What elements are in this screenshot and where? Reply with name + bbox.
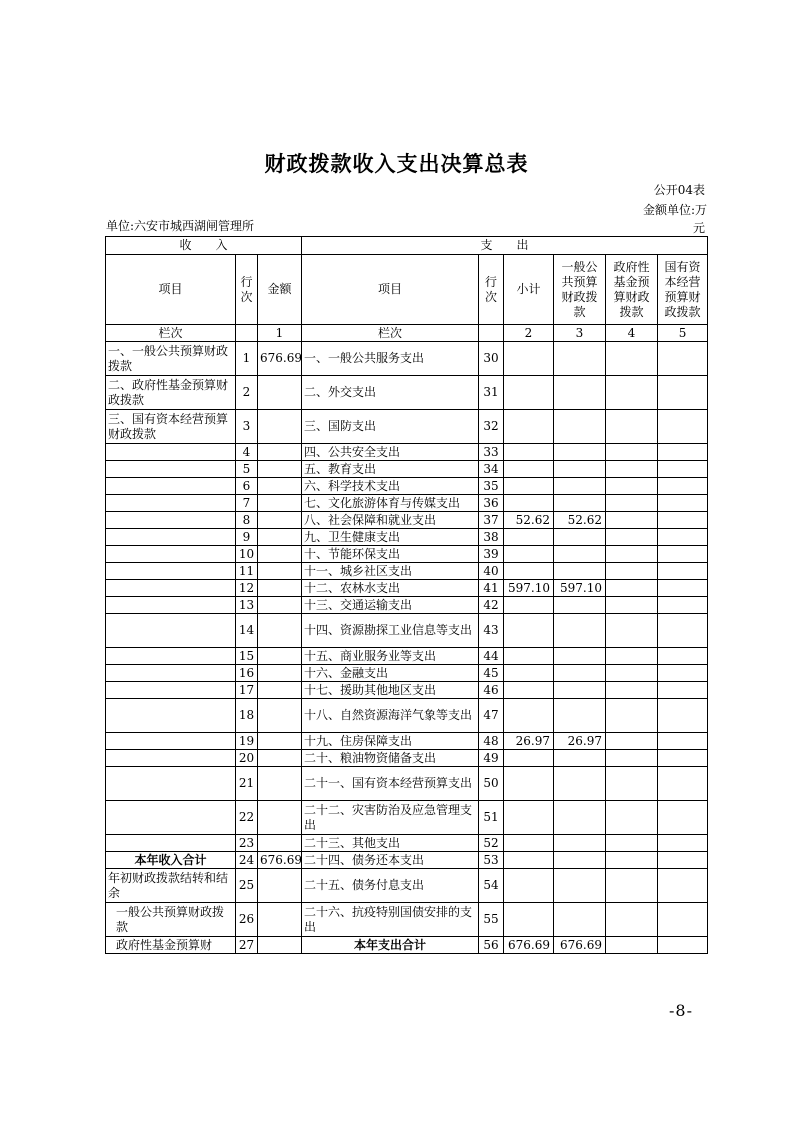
- table-row: [106, 546, 708, 563]
- income-amount-cell: [258, 733, 302, 750]
- subtotal-cell: 676.69: [504, 937, 554, 954]
- income-row-no-cell: 3: [236, 410, 258, 444]
- fund-budget-cell: [606, 580, 658, 597]
- expense-row-no-cell: 31: [479, 376, 504, 410]
- subtotal-cell: [504, 478, 554, 495]
- table-row: [106, 512, 708, 529]
- subtotal-cell: [504, 852, 554, 869]
- income-amount-cell: 676.69: [258, 852, 302, 869]
- income-item-cell: [106, 648, 236, 665]
- income-item-cell: 一、一般公共预算财政拨款: [106, 342, 236, 376]
- income-row-no-cell: 5: [236, 461, 258, 478]
- expense-item-cell: 三、国防支出: [302, 410, 479, 444]
- income-row-no-cell: 22: [236, 801, 258, 835]
- expense-item-cell: 四、公共安全支出: [302, 444, 479, 461]
- state-capital-cell: [658, 869, 708, 903]
- income-item-header: 项目: [106, 255, 236, 325]
- table-row: [106, 852, 708, 869]
- table-row: [106, 478, 708, 495]
- subtotal-cell: [504, 461, 554, 478]
- subtotal-cell: [504, 767, 554, 801]
- general-budget-cell: [554, 444, 606, 461]
- expense-item-cell: 八、社会保障和就业支出: [302, 512, 479, 529]
- income-item-cell: [106, 665, 236, 682]
- state-capital-cell: [658, 495, 708, 512]
- expense-row-no-cell: 55: [479, 903, 504, 937]
- general-budget-cell: 52.62: [554, 512, 606, 529]
- general-budget-cell: 676.69: [554, 937, 606, 954]
- general-budget-cell: [554, 699, 606, 733]
- fund-budget-cell: [606, 546, 658, 563]
- income-row-no-cell: 27: [236, 937, 258, 954]
- income-amount-cell: [258, 648, 302, 665]
- state-capital-cell: [658, 835, 708, 852]
- expense-item-cell: 五、教育支出: [302, 461, 479, 478]
- state-capital-cell: [658, 801, 708, 835]
- table-row: [106, 495, 708, 512]
- table-row: [106, 410, 708, 444]
- table-row: [106, 835, 708, 852]
- subtotal-header: 小计: [504, 255, 554, 325]
- subtotal-cell: [504, 597, 554, 614]
- expense-row-no-cell: 49: [479, 750, 504, 767]
- income-header: 收 入: [106, 237, 302, 255]
- state-capital-cell: [658, 614, 708, 648]
- table-row: [106, 869, 708, 903]
- table-row: [106, 801, 708, 835]
- expense-header: 支 出: [302, 237, 708, 255]
- fund-budget-header: 政府性基金预算财政拨款: [606, 255, 658, 325]
- income-row-no-cell: 10: [236, 546, 258, 563]
- income-row-no-cell: 1: [236, 342, 258, 376]
- expense-item-cell: 一、一般公共服务支出: [302, 342, 479, 376]
- expense-row-no-cell: 39: [479, 546, 504, 563]
- income-amount-cell: [258, 563, 302, 580]
- general-budget-cell: [554, 563, 606, 580]
- income-row-no-cell: 11: [236, 563, 258, 580]
- subtotal-cell: [504, 801, 554, 835]
- expense-item-cell: 二十二、灾害防治及应急管理支出: [302, 801, 479, 835]
- fund-budget-cell: [606, 869, 658, 903]
- fund-budget-cell: [606, 376, 658, 410]
- general-budget-cell: [554, 835, 606, 852]
- income-amount-cell: [258, 937, 302, 954]
- table-row: [106, 342, 708, 376]
- expense-item-cell: 二十五、债务付息支出: [302, 869, 479, 903]
- income-row-no-cell: 7: [236, 495, 258, 512]
- state-capital-cell: [658, 410, 708, 444]
- income-item-cell: 年初财政拨款结转和结余: [106, 869, 236, 903]
- state-capital-cell: [658, 733, 708, 750]
- expense-item-cell: 十九、住房保障支出: [302, 733, 479, 750]
- fund-budget-cell: [606, 512, 658, 529]
- income-row-no-cell: 18: [236, 699, 258, 733]
- general-budget-cell: [554, 869, 606, 903]
- table-row: [106, 767, 708, 801]
- expense-row-no-cell: 51: [479, 801, 504, 835]
- income-item-cell: [106, 597, 236, 614]
- income-amount-cell: [258, 444, 302, 461]
- table-row: [106, 648, 708, 665]
- general-budget-cell: [554, 410, 606, 444]
- expense-item-cell: 二、外交支出: [302, 376, 479, 410]
- fund-budget-cell: [606, 852, 658, 869]
- col-1: 1: [258, 325, 302, 342]
- subtotal-cell: [504, 869, 554, 903]
- income-amount-cell: [258, 597, 302, 614]
- income-row-no-cell: 14: [236, 614, 258, 648]
- form-code: 公开04表: [653, 183, 705, 197]
- income-row-no-cell: 21: [236, 767, 258, 801]
- table-row: [106, 903, 708, 937]
- general-budget-cell: [554, 546, 606, 563]
- state-capital-cell: [658, 376, 708, 410]
- fund-budget-cell: [606, 614, 658, 648]
- state-capital-cell: [658, 682, 708, 699]
- income-amount-cell: [258, 682, 302, 699]
- general-budget-cell: 26.97: [554, 733, 606, 750]
- general-budget-cell: [554, 495, 606, 512]
- subtotal-cell: 597.10: [504, 580, 554, 597]
- subtotal-cell: 52.62: [504, 512, 554, 529]
- expense-row-no-cell: 45: [479, 665, 504, 682]
- income-row-no-cell: 20: [236, 750, 258, 767]
- income-item-cell: 二、政府性基金预算财政拨款: [106, 376, 236, 410]
- general-budget-cell: [554, 461, 606, 478]
- income-item-cell: [106, 478, 236, 495]
- fund-budget-cell: [606, 563, 658, 580]
- income-row-no-cell: 17: [236, 682, 258, 699]
- state-capital-cell: [658, 444, 708, 461]
- col-3: 3: [554, 325, 606, 342]
- expense-row-no-cell: 47: [479, 699, 504, 733]
- general-budget-cell: [554, 903, 606, 937]
- subtotal-cell: [504, 835, 554, 852]
- org-label: 单位:六安市城西湖闸管理所: [106, 219, 255, 233]
- fund-budget-cell: [606, 342, 658, 376]
- subtotal-cell: [504, 903, 554, 937]
- expense-row-no-cell: 43: [479, 614, 504, 648]
- table-body: [106, 342, 708, 954]
- income-item-cell: [106, 801, 236, 835]
- income-item-cell: [106, 733, 236, 750]
- income-row-no-cell: 24: [236, 852, 258, 869]
- income-row-no-cell: 19: [236, 733, 258, 750]
- expense-item-cell: 十六、金融支出: [302, 665, 479, 682]
- income-item-cell: [106, 529, 236, 546]
- state-capital-cell: [658, 546, 708, 563]
- fund-budget-cell: [606, 495, 658, 512]
- income-row-no-cell: 2: [236, 376, 258, 410]
- general-budget-cell: [554, 342, 606, 376]
- expense-row-no-header: 行次: [479, 255, 504, 325]
- state-capital-cell: [658, 563, 708, 580]
- state-capital-cell: [658, 512, 708, 529]
- fund-budget-cell: [606, 767, 658, 801]
- subtotal-cell: [504, 546, 554, 563]
- expense-item-cell: 十二、农林水支出: [302, 580, 479, 597]
- income-item-cell: 政府性基金预算财: [106, 937, 236, 954]
- fund-budget-cell: [606, 648, 658, 665]
- subtotal-cell: [504, 444, 554, 461]
- income-row-no-cell: 6: [236, 478, 258, 495]
- state-capital-header: 国有资本经营预算财政拨款: [658, 255, 708, 325]
- expense-item-cell: 十八、自然资源海洋气象等支出: [302, 699, 479, 733]
- income-row-no-cell: 26: [236, 903, 258, 937]
- income-amount-header: 金额: [258, 255, 302, 325]
- income-row-no-cell: 16: [236, 665, 258, 682]
- general-budget-cell: [554, 682, 606, 699]
- expense-row-no-cell: 52: [479, 835, 504, 852]
- expense-item-cell: 本年支出合计: [302, 937, 479, 954]
- income-row-no-cell: 4: [236, 444, 258, 461]
- state-capital-cell: [658, 580, 708, 597]
- expense-row-no-cell: 53: [479, 852, 504, 869]
- expense-item-header: 项目: [302, 255, 479, 325]
- income-amount-cell: [258, 529, 302, 546]
- general-budget-cell: [554, 750, 606, 767]
- income-row-no-cell: 12: [236, 580, 258, 597]
- income-item-cell: 一般公共预算财政拨款: [106, 903, 236, 937]
- subtotal-cell: [504, 665, 554, 682]
- income-item-cell: [106, 750, 236, 767]
- fund-budget-cell: [606, 682, 658, 699]
- subtotal-cell: [504, 699, 554, 733]
- income-item-cell: [106, 495, 236, 512]
- col-label-2: 栏次: [302, 325, 479, 342]
- income-amount-cell: [258, 461, 302, 478]
- general-budget-cell: [554, 852, 606, 869]
- expense-row-no-cell: 56: [479, 937, 504, 954]
- expense-row-no-cell: 50: [479, 767, 504, 801]
- table-row: [106, 461, 708, 478]
- fund-budget-cell: [606, 444, 658, 461]
- fund-budget-cell: [606, 461, 658, 478]
- col-4: 4: [606, 325, 658, 342]
- subtotal-cell: [504, 342, 554, 376]
- table-row: [106, 699, 708, 733]
- subtotal-cell: [504, 376, 554, 410]
- general-budget-cell: [554, 614, 606, 648]
- expense-item-cell: 十三、交通运输支出: [302, 597, 479, 614]
- subtotal-cell: [504, 682, 554, 699]
- expense-item-cell: 十四、资源勘探工业信息等支出: [302, 614, 479, 648]
- fund-budget-cell: [606, 478, 658, 495]
- income-item-cell: [106, 767, 236, 801]
- expense-item-cell: 六、科学技术支出: [302, 478, 479, 495]
- expense-row-no-cell: 30: [479, 342, 504, 376]
- income-amount-cell: [258, 699, 302, 733]
- state-capital-cell: [658, 903, 708, 937]
- income-item-cell: [106, 580, 236, 597]
- income-item-cell: [106, 444, 236, 461]
- general-budget-cell: [554, 767, 606, 801]
- expense-row-no-cell: 38: [479, 529, 504, 546]
- expense-row-no-cell: 48: [479, 733, 504, 750]
- subtotal-cell: [504, 563, 554, 580]
- general-budget-cell: [554, 665, 606, 682]
- table-row: [106, 376, 708, 410]
- income-row-no-cell: 25: [236, 869, 258, 903]
- state-capital-cell: [658, 648, 708, 665]
- fund-budget-cell: [606, 733, 658, 750]
- subtotal-cell: [504, 750, 554, 767]
- fund-budget-cell: [606, 665, 658, 682]
- table-row: [106, 750, 708, 767]
- income-amount-cell: [258, 835, 302, 852]
- expense-item-cell: 七、文化旅游体育与传媒支出: [302, 495, 479, 512]
- income-item-cell: [106, 546, 236, 563]
- income-row-no-header: 行次: [236, 255, 258, 325]
- expense-item-cell: 十五、商业服务业等支出: [302, 648, 479, 665]
- income-amount-cell: [258, 410, 302, 444]
- table-row: [106, 580, 708, 597]
- income-amount-cell: [258, 376, 302, 410]
- subtotal-cell: [504, 529, 554, 546]
- expense-row-no-cell: 37: [479, 512, 504, 529]
- fund-budget-cell: [606, 801, 658, 835]
- expense-item-cell: 二十六、抗疫特别国债安排的支出: [302, 903, 479, 937]
- subtotal-cell: [504, 495, 554, 512]
- income-item-cell: [106, 835, 236, 852]
- income-item-cell: [106, 682, 236, 699]
- income-item-cell: [106, 699, 236, 733]
- expense-item-cell: 十七、援助其他地区支出: [302, 682, 479, 699]
- subtotal-cell: [504, 410, 554, 444]
- income-amount-cell: [258, 495, 302, 512]
- income-amount-cell: [258, 512, 302, 529]
- income-row-no-cell: 8: [236, 512, 258, 529]
- expense-row-no-cell: 46: [479, 682, 504, 699]
- table-row: [106, 444, 708, 461]
- subtotal-cell: [504, 614, 554, 648]
- fund-budget-cell: [606, 903, 658, 937]
- subtotal-cell: [504, 648, 554, 665]
- general-budget-cell: 597.10: [554, 580, 606, 597]
- income-item-cell: [106, 563, 236, 580]
- expense-item-cell: 二十四、债务还本支出: [302, 852, 479, 869]
- income-item-cell: 本年收入合计: [106, 852, 236, 869]
- income-row-no-cell: 13: [236, 597, 258, 614]
- table-row: [106, 682, 708, 699]
- state-capital-cell: [658, 665, 708, 682]
- income-amount-cell: [258, 614, 302, 648]
- table-row: [106, 597, 708, 614]
- income-row-no-cell: 23: [236, 835, 258, 852]
- table-row: [106, 937, 708, 954]
- expense-row-no-cell: 34: [479, 461, 504, 478]
- page-number: -8-: [669, 1001, 693, 1020]
- general-budget-cell: [554, 648, 606, 665]
- expense-item-cell: 十一、城乡社区支出: [302, 563, 479, 580]
- state-capital-cell: [658, 937, 708, 954]
- expense-row-no-cell: 54: [479, 869, 504, 903]
- state-capital-cell: [658, 461, 708, 478]
- income-amount-cell: [258, 546, 302, 563]
- unit-label: 金额单位:万: [642, 203, 707, 217]
- expense-row-no-cell: 42: [479, 597, 504, 614]
- col-5: 5: [658, 325, 708, 342]
- income-amount-cell: [258, 903, 302, 937]
- income-row-no-cell: 9: [236, 529, 258, 546]
- state-capital-cell: [658, 699, 708, 733]
- fund-budget-cell: [606, 937, 658, 954]
- expense-item-cell: 十、节能环保支出: [302, 546, 479, 563]
- expense-row-no-cell: 44: [479, 648, 504, 665]
- expense-row-no-cell: 36: [479, 495, 504, 512]
- subtotal-cell: 26.97: [504, 733, 554, 750]
- col-label: 栏次: [106, 325, 236, 342]
- general-budget-cell: [554, 529, 606, 546]
- expense-item-cell: 二十三、其他支出: [302, 835, 479, 852]
- col-2: 2: [504, 325, 554, 342]
- income-row-no-cell: 15: [236, 648, 258, 665]
- general-budget-header: 一般公共预算财政拨款: [554, 255, 606, 325]
- general-budget-cell: [554, 478, 606, 495]
- fiscal-summary-table: [105, 236, 708, 954]
- expense-row-no-cell: 35: [479, 478, 504, 495]
- general-budget-cell: [554, 376, 606, 410]
- expense-item-cell: 九、卫生健康支出: [302, 529, 479, 546]
- income-amount-cell: [258, 665, 302, 682]
- fund-budget-cell: [606, 410, 658, 444]
- income-amount-cell: 676.69: [258, 342, 302, 376]
- general-budget-cell: [554, 597, 606, 614]
- income-amount-cell: [258, 869, 302, 903]
- general-budget-cell: [554, 801, 606, 835]
- fund-budget-cell: [606, 699, 658, 733]
- table-row: [106, 665, 708, 682]
- fund-budget-cell: [606, 835, 658, 852]
- income-amount-cell: [258, 801, 302, 835]
- fund-budget-cell: [606, 750, 658, 767]
- income-item-cell: [106, 614, 236, 648]
- page-title: 财政拨款收入支出决算总表: [264, 152, 529, 176]
- expense-row-no-cell: 33: [479, 444, 504, 461]
- income-amount-cell: [258, 750, 302, 767]
- table-row: [106, 733, 708, 750]
- state-capital-cell: [658, 767, 708, 801]
- state-capital-cell: [658, 342, 708, 376]
- fund-budget-cell: [606, 597, 658, 614]
- expense-item-cell: 二十、粮油物资储备支出: [302, 750, 479, 767]
- expense-row-no-cell: 40: [479, 563, 504, 580]
- table-row: [106, 529, 708, 546]
- unit-suffix: 元: [692, 221, 705, 235]
- income-item-cell: [106, 461, 236, 478]
- income-amount-cell: [258, 580, 302, 597]
- income-amount-cell: [258, 478, 302, 495]
- income-amount-cell: [258, 767, 302, 801]
- income-item-cell: 三、国有资本经营预算财政拨款: [106, 410, 236, 444]
- state-capital-cell: [658, 478, 708, 495]
- state-capital-cell: [658, 597, 708, 614]
- state-capital-cell: [658, 529, 708, 546]
- expense-item-cell: 二十一、国有资本经营预算支出: [302, 767, 479, 801]
- table-row: [106, 614, 708, 648]
- table-row: [106, 563, 708, 580]
- state-capital-cell: [658, 852, 708, 869]
- fund-budget-cell: [606, 529, 658, 546]
- expense-row-no-cell: 32: [479, 410, 504, 444]
- state-capital-cell: [658, 750, 708, 767]
- expense-row-no-cell: 41: [479, 580, 504, 597]
- income-item-cell: [106, 512, 236, 529]
